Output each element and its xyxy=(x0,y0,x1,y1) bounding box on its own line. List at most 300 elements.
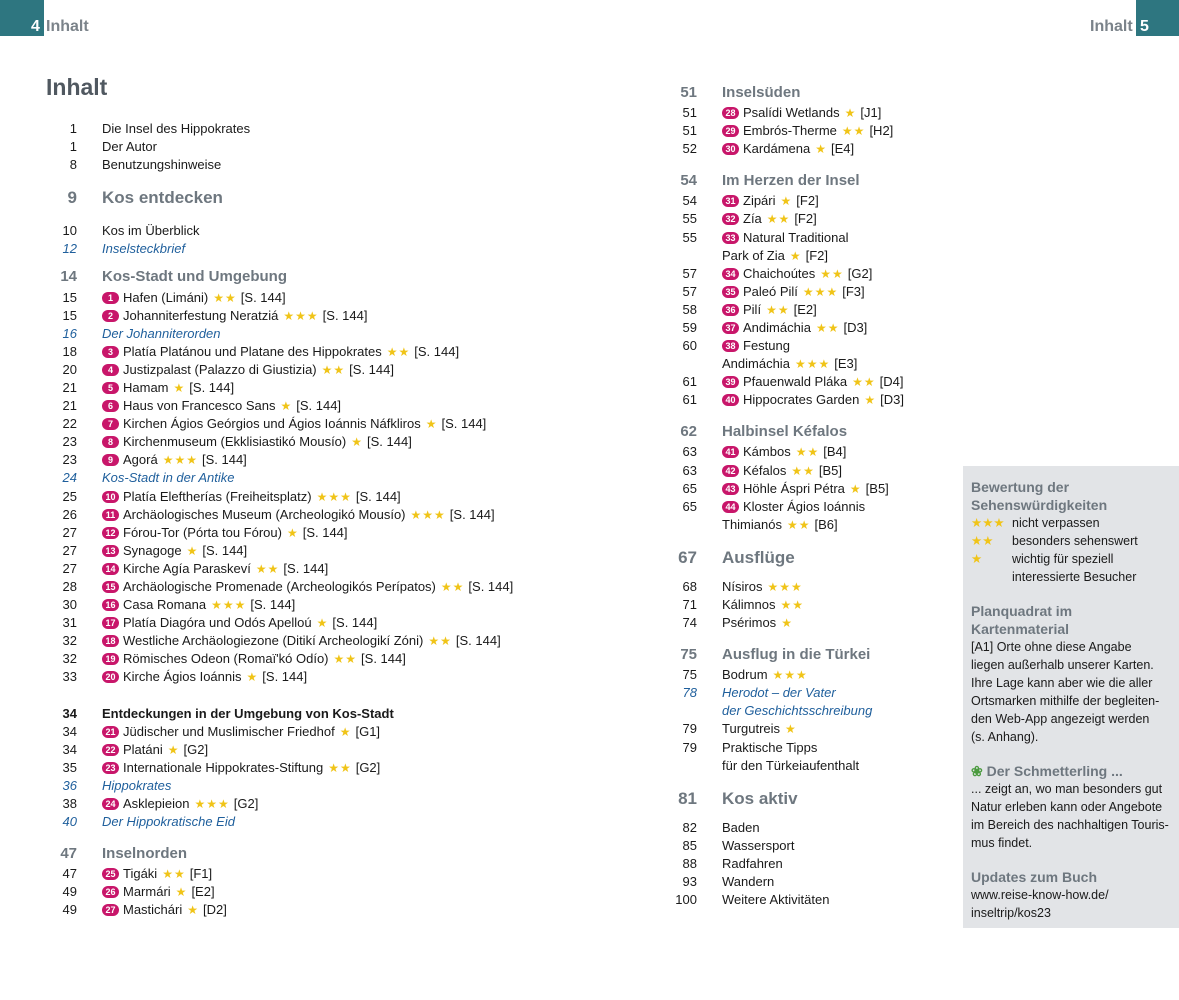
sight-number-badge: 27 xyxy=(102,904,119,916)
map-reference: [G2] xyxy=(183,741,209,757)
page-number: 54 xyxy=(682,193,697,209)
rating-legend-row xyxy=(971,568,1171,586)
entry-text xyxy=(722,122,893,140)
page-number: 55 xyxy=(682,211,697,227)
star-rating: ★★ xyxy=(780,598,804,613)
entry-text xyxy=(102,578,513,596)
sight-number-badge: 23 xyxy=(102,762,119,774)
sight-number-badge: 14 xyxy=(102,563,119,575)
map-reference: [S. 144] xyxy=(202,542,248,558)
star-rating: ★★ xyxy=(795,445,820,460)
toc-entry[interactable] xyxy=(666,666,956,684)
toc-entry[interactable] xyxy=(666,891,956,909)
toc-entry[interactable] xyxy=(666,684,956,702)
page-number: 78 xyxy=(682,685,697,701)
entry-text xyxy=(102,813,235,831)
star-rating: ★★ xyxy=(428,634,452,649)
page-number: 35 xyxy=(62,759,77,775)
sight-number-badge: 17 xyxy=(102,617,119,629)
toc-entry[interactable] xyxy=(46,266,606,288)
toc-entry[interactable] xyxy=(666,228,956,246)
entry-title: Agorá xyxy=(123,452,158,468)
page-number: 9 xyxy=(67,188,77,208)
entry-title: Kloster Ágios Ioánnis xyxy=(743,498,866,514)
entry-text xyxy=(722,516,838,534)
star-rating: ★★ xyxy=(766,212,791,227)
star-rating: ★★ xyxy=(386,344,411,359)
toc-entry[interactable] xyxy=(666,140,956,158)
entry-text xyxy=(722,192,819,210)
entry-title: Hippokrates xyxy=(102,777,172,793)
entry-title: Thimianós xyxy=(722,516,782,532)
toc-entry[interactable] xyxy=(666,873,956,891)
sight-number-badge: 4 xyxy=(102,364,119,376)
sight-number-badge: 19 xyxy=(102,653,119,665)
toc-entry[interactable] xyxy=(666,265,956,283)
toc-entry[interactable] xyxy=(46,397,606,415)
toc-entry[interactable] xyxy=(666,82,956,104)
butterfly-icon: ❀ xyxy=(971,763,983,779)
entry-text xyxy=(102,759,380,777)
entry-title: Hippocrates Garden xyxy=(743,392,860,408)
map-reference: [S. 144] xyxy=(250,597,296,613)
sight-number-badge: 6 xyxy=(102,400,119,412)
page-number: 71 xyxy=(682,597,697,613)
map-reference: [D3] xyxy=(880,392,904,408)
entry-text xyxy=(102,723,380,741)
toc-entry[interactable] xyxy=(666,373,956,391)
star-rating: ★ xyxy=(280,399,293,414)
page-number: 67 xyxy=(678,547,697,567)
toc-entry[interactable] xyxy=(46,901,606,919)
entry-title: Platía Diagóra und Odós Apelloú xyxy=(123,615,312,631)
page-number: 15 xyxy=(62,307,77,323)
star-rating: ★ xyxy=(186,543,199,558)
map-reference: [D3] xyxy=(843,319,868,335)
page-number: 1 xyxy=(69,139,77,155)
star-rating: ★★ xyxy=(321,362,346,377)
entry-text xyxy=(722,684,836,702)
star-rating: ★ xyxy=(864,393,877,408)
page-number: 47 xyxy=(62,866,77,882)
toc-entry[interactable] xyxy=(46,632,606,650)
entry-title: Der Autor xyxy=(102,139,157,155)
toc-entry[interactable] xyxy=(46,240,606,258)
entry-text xyxy=(102,289,286,307)
toc-entry[interactable] xyxy=(666,837,956,855)
toc-entry[interactable] xyxy=(46,777,606,795)
map-reference: [B4] xyxy=(823,444,847,460)
toc-entry[interactable] xyxy=(666,480,956,498)
sight-number-badge: 3 xyxy=(102,346,119,358)
entry-title: Platáni xyxy=(123,741,163,757)
star-rating: ★ xyxy=(789,248,802,263)
map-reference: [S. 144] xyxy=(441,416,487,432)
sight-number-badge: 16 xyxy=(102,599,119,611)
sight-number-badge: 5 xyxy=(102,382,119,394)
entry-text xyxy=(722,443,846,461)
entry-title: Kardámena xyxy=(743,141,811,157)
map-reference: [G2] xyxy=(233,796,259,812)
page-number: 27 xyxy=(62,542,77,558)
entry-title: Die Insel des Hippokrates xyxy=(102,121,251,137)
entry-text xyxy=(102,632,501,650)
toc-entry[interactable] xyxy=(46,156,606,174)
entry-title: Weitere Aktivitäten xyxy=(722,892,830,908)
toc-entry[interactable] xyxy=(46,843,606,865)
entry-text xyxy=(102,741,208,759)
toc-entry[interactable] xyxy=(666,192,956,210)
sight-number-badge: 11 xyxy=(102,509,119,521)
toc-entry[interactable] xyxy=(666,210,956,228)
entry-title: Natural Traditional xyxy=(743,229,849,245)
toc-entry[interactable] xyxy=(46,415,606,433)
right-running-title: Inhalt xyxy=(1090,18,1133,35)
entry-title: Inselnorden xyxy=(102,845,188,863)
page-number: 15 xyxy=(62,289,77,305)
entry-title: Kos-Stadt in der Antike xyxy=(102,470,235,486)
toc-entry[interactable] xyxy=(46,705,606,723)
sight-number-badge: 39 xyxy=(722,376,739,388)
toc-entry[interactable] xyxy=(46,506,606,524)
entry-text xyxy=(722,337,790,355)
entry-text xyxy=(102,865,212,883)
toc-entry[interactable] xyxy=(46,469,606,487)
map-reference: [B6] xyxy=(814,516,838,532)
toc-entry[interactable] xyxy=(46,650,606,668)
legend-stars xyxy=(971,568,1012,586)
entry-title: Fórou-Tor (Pórta tou Fórou) xyxy=(123,524,282,540)
toc-entry[interactable] xyxy=(666,462,956,480)
page-number: 75 xyxy=(680,646,697,664)
toc-entry[interactable] xyxy=(666,855,956,873)
page-number: 22 xyxy=(62,416,77,432)
entry-text xyxy=(102,488,401,506)
page-number: 65 xyxy=(682,480,697,496)
butterfly-heading: ❀ Der Schmetterling ... xyxy=(971,763,1123,779)
toc-entry[interactable] xyxy=(46,865,606,883)
map-reference: [G2] xyxy=(355,759,381,775)
page-number: 27 xyxy=(62,560,77,576)
entry-text xyxy=(722,423,847,441)
page-number: 34 xyxy=(62,723,77,739)
entry-text xyxy=(722,391,904,409)
entry-title: Andimáchia xyxy=(743,319,811,335)
entry-title: Kirchenmuseum (Ekklisiastikó Mousío) xyxy=(123,434,347,450)
map-reference: [S. 144] xyxy=(322,307,368,323)
grid-text-line: liegen außerhalb unserer Karten. xyxy=(971,658,1154,672)
map-reference: [S. 144] xyxy=(355,488,401,504)
entry-title: Kámbos xyxy=(743,444,791,460)
entry-text xyxy=(102,705,394,723)
toc-entry[interactable] xyxy=(666,546,956,570)
entry-text xyxy=(102,379,234,397)
page-number: 61 xyxy=(682,392,697,408)
star-rating: ★ xyxy=(785,722,797,737)
rating-legend-row xyxy=(971,514,1171,532)
star-rating: ★★★ xyxy=(767,579,803,594)
sight-number-badge: 33 xyxy=(722,232,739,244)
map-reference: [E3] xyxy=(834,356,858,372)
star-rating: ★ xyxy=(781,616,793,631)
sight-number-badge: 34 xyxy=(722,268,739,280)
star-rating: ★★ xyxy=(841,124,866,139)
star-rating: ★ xyxy=(425,417,438,432)
entry-text xyxy=(722,549,795,567)
sight-number-badge: 44 xyxy=(722,501,739,513)
star-rating: ★ xyxy=(780,194,793,209)
star-rating: ★★ xyxy=(820,266,844,281)
entry-text xyxy=(102,614,377,632)
entry-text xyxy=(722,283,865,301)
toc-entry[interactable] xyxy=(46,451,606,469)
star-rating: ★ xyxy=(351,435,363,450)
toc-entry[interactable] xyxy=(666,104,956,122)
sight-number-badge: 30 xyxy=(722,143,739,155)
sight-number-badge: 12 xyxy=(102,527,119,539)
page-number: 49 xyxy=(62,902,77,918)
toc-entry[interactable] xyxy=(46,759,606,777)
star-rating: ★★ xyxy=(213,290,237,305)
toc-entry[interactable] xyxy=(46,795,606,813)
entry-title: Archäologische Promenade (Archeologikós Perípatos) xyxy=(123,579,436,595)
entry-text xyxy=(722,480,889,498)
entry-text xyxy=(722,229,849,247)
star-rating: ★ xyxy=(175,885,188,900)
star-rating: ★★ xyxy=(791,463,815,478)
entry-title: Embrós-Therme xyxy=(743,123,837,139)
toc-entry[interactable] xyxy=(666,122,956,140)
toc-entry[interactable] xyxy=(46,488,606,506)
entry-text xyxy=(102,901,227,919)
map-reference: [S. 144] xyxy=(283,560,329,576)
toc-left-column xyxy=(46,120,606,919)
grid-text-line: den Web-App angezeigt werden xyxy=(971,712,1150,726)
toc-entry[interactable] xyxy=(666,170,956,192)
toc-entry[interactable] xyxy=(46,120,606,138)
page-number: 93 xyxy=(682,874,697,890)
star-rating: ★★ xyxy=(255,561,280,576)
toc-entry[interactable] xyxy=(46,433,606,451)
toc-entry[interactable] xyxy=(46,668,606,686)
sight-number-badge: 1 xyxy=(102,292,119,304)
page-number: 81 xyxy=(678,788,697,808)
page-number: 79 xyxy=(682,721,697,737)
toc-entry[interactable] xyxy=(666,578,956,596)
toc-entry[interactable] xyxy=(46,723,606,741)
toc-entry[interactable] xyxy=(46,186,606,210)
entry-title: Platía Platánou und Platane des Hippokrates xyxy=(123,343,382,359)
star-rating: ★★★ xyxy=(211,598,247,613)
toc-entry[interactable] xyxy=(46,596,606,614)
star-rating: ★ xyxy=(339,724,352,739)
star-rating: ★ xyxy=(173,380,186,395)
star-rating: ★★★ xyxy=(794,357,831,372)
page-number: 82 xyxy=(682,819,697,835)
toc-entry[interactable] xyxy=(666,337,956,355)
page-number: 47 xyxy=(60,845,77,863)
legend-text: besonders sehenswert xyxy=(1012,534,1138,548)
toc-entry[interactable] xyxy=(666,819,956,837)
sight-number-badge: 20 xyxy=(102,671,119,683)
toc-entry[interactable] xyxy=(46,379,606,397)
toc-entry[interactable] xyxy=(666,596,956,614)
entry-text xyxy=(722,614,797,632)
star-rating: ★ xyxy=(187,903,200,918)
butterfly-text-line: im Bereich des nachhaltigen Touris- xyxy=(971,818,1169,832)
toc-entry[interactable] xyxy=(46,542,606,560)
sight-number-badge: 2 xyxy=(102,310,119,322)
toc-entry[interactable] xyxy=(666,247,956,265)
toc-entry[interactable] xyxy=(666,319,956,337)
toc-entry[interactable] xyxy=(46,614,606,632)
entry-text xyxy=(102,240,185,258)
butterfly-text-line: mus findet. xyxy=(971,836,1033,850)
toc-entry[interactable] xyxy=(46,813,606,831)
entry-text xyxy=(722,319,867,337)
map-reference: [F2] xyxy=(794,211,817,227)
page-number: 12 xyxy=(62,241,77,257)
toc-entry[interactable] xyxy=(666,443,956,461)
entry-title: Der Hippokratische Eid xyxy=(102,814,235,830)
toc-entry[interactable] xyxy=(46,560,606,578)
map-reference: [H2] xyxy=(869,123,894,139)
sight-number-badge: 36 xyxy=(722,304,739,316)
toc-entry[interactable] xyxy=(46,578,606,596)
entry-title: Inselsteckbrief xyxy=(102,241,186,257)
entry-text xyxy=(102,596,295,614)
left-running-title: Inhalt xyxy=(46,18,89,35)
toc-entry[interactable] xyxy=(46,288,606,306)
toc-entry[interactable] xyxy=(666,283,956,301)
toc-entry[interactable] xyxy=(666,355,956,373)
map-reference: [J1] xyxy=(860,105,882,121)
toc-entry[interactable] xyxy=(46,307,606,325)
entry-text xyxy=(102,307,367,325)
entry-title: Haus von Francesco Sans xyxy=(123,398,276,414)
star-rating: ★★★ xyxy=(772,668,808,683)
toc-entry[interactable] xyxy=(666,516,956,534)
sight-number-badge: 26 xyxy=(102,886,119,898)
entry-title: Kos im Überblick xyxy=(102,223,200,239)
star-rating: ★ xyxy=(849,481,862,496)
entry-title: Kos-Stadt und Umgebung xyxy=(102,268,287,286)
map-reference: [S. 144] xyxy=(302,524,348,540)
toc-entry[interactable] xyxy=(666,421,956,443)
entry-title: Benutzungshinweise xyxy=(102,157,222,173)
toc-entry[interactable] xyxy=(46,361,606,379)
entry-text xyxy=(722,462,842,480)
page-number: 1 xyxy=(69,121,77,137)
entry-title: Herodot – der Vater xyxy=(722,685,836,701)
map-reference: [E2] xyxy=(191,884,215,900)
sight-number-badge: 31 xyxy=(722,195,739,207)
entry-title: Pfauenwald Pláka xyxy=(743,374,848,390)
sight-number-badge: 40 xyxy=(722,394,739,406)
grid-text-line: Ortsmarken mithilfe der begleiten- xyxy=(971,694,1160,708)
toc-entry[interactable] xyxy=(666,702,956,720)
entry-text xyxy=(722,210,817,228)
entry-text xyxy=(722,666,812,684)
entry-title: Ausflug in die Türkei xyxy=(722,646,871,664)
page-number: 8 xyxy=(69,157,77,173)
entry-text xyxy=(722,855,783,873)
entry-title: Asklepieion xyxy=(123,796,190,812)
page-number: 63 xyxy=(682,462,697,478)
page-number: 23 xyxy=(62,434,77,450)
toc-entry[interactable] xyxy=(666,787,956,811)
grid-heading: Planquadrat im Kartenmaterial xyxy=(971,603,1073,637)
toc-entry[interactable] xyxy=(666,614,956,632)
page-number: 33 xyxy=(62,669,77,685)
entry-text xyxy=(722,265,872,283)
map-reference: [G1] xyxy=(355,723,381,739)
entry-text xyxy=(102,189,223,207)
entry-text xyxy=(722,355,857,373)
sight-number-badge: 32 xyxy=(722,213,739,225)
toc-entry[interactable] xyxy=(666,498,956,516)
toc-entry[interactable] xyxy=(666,739,956,757)
entry-text xyxy=(102,524,348,542)
page-number: 10 xyxy=(62,223,77,239)
entry-title: Platía Eleftherías (Freiheitsplatz) xyxy=(123,488,312,504)
sight-number-badge: 35 xyxy=(722,286,739,298)
entry-text xyxy=(102,361,394,379)
butterfly-text-line: ... zeigt an, wo man besonders gut xyxy=(971,782,1163,796)
toc-entry[interactable] xyxy=(666,644,956,666)
entry-text xyxy=(102,268,287,286)
page-number: 32 xyxy=(62,633,77,649)
page-number: 68 xyxy=(682,578,697,594)
entry-title: Kirche Agía Paraskeví xyxy=(123,560,251,576)
toc-entry[interactable] xyxy=(46,343,606,361)
star-rating: ★★★ xyxy=(316,489,352,504)
entry-title: Kéfalos xyxy=(743,462,787,478)
toc-entry[interactable] xyxy=(46,138,606,156)
page-number: 21 xyxy=(62,398,77,414)
entry-title: Internationale Hippokrates-Stiftung xyxy=(123,759,324,775)
entry-text xyxy=(722,498,865,516)
entry-text xyxy=(722,172,860,190)
toc-entry[interactable] xyxy=(46,883,606,901)
toc-entry[interactable] xyxy=(46,524,606,542)
entry-title: Andimáchia xyxy=(722,356,790,372)
toc-entry[interactable] xyxy=(46,325,606,343)
entry-title: Kos aktiv xyxy=(722,788,798,808)
entry-title: Kirche Ágios Ioánnis xyxy=(123,669,242,685)
toc-entry[interactable] xyxy=(46,741,606,759)
entry-text xyxy=(722,873,774,891)
page-number: 54 xyxy=(680,172,697,190)
toc-entry[interactable] xyxy=(666,757,956,775)
entry-title: Justizpalast (Palazzo di Giustizia) xyxy=(123,361,317,377)
entry-title: Festung xyxy=(743,338,790,354)
page-number: 16 xyxy=(62,325,77,341)
star-rating: ★ xyxy=(815,142,827,157)
toc-entry[interactable] xyxy=(666,391,956,409)
toc-entry[interactable] xyxy=(666,301,956,319)
entry-text xyxy=(102,883,215,901)
entry-text xyxy=(102,222,200,240)
toc-entry[interactable] xyxy=(46,222,606,240)
page-number: 55 xyxy=(682,229,697,245)
entry-title: Römisches Odeon (Romaï'kó Odío) xyxy=(123,651,329,667)
page-number: 74 xyxy=(682,615,697,631)
toc-entry[interactable] xyxy=(666,720,956,738)
entry-title: Archäologisches Museum (Archeologikó Mousío) xyxy=(123,506,406,522)
legend-text: wichtig für speziell xyxy=(1012,552,1114,566)
page-number: 24 xyxy=(62,470,77,486)
